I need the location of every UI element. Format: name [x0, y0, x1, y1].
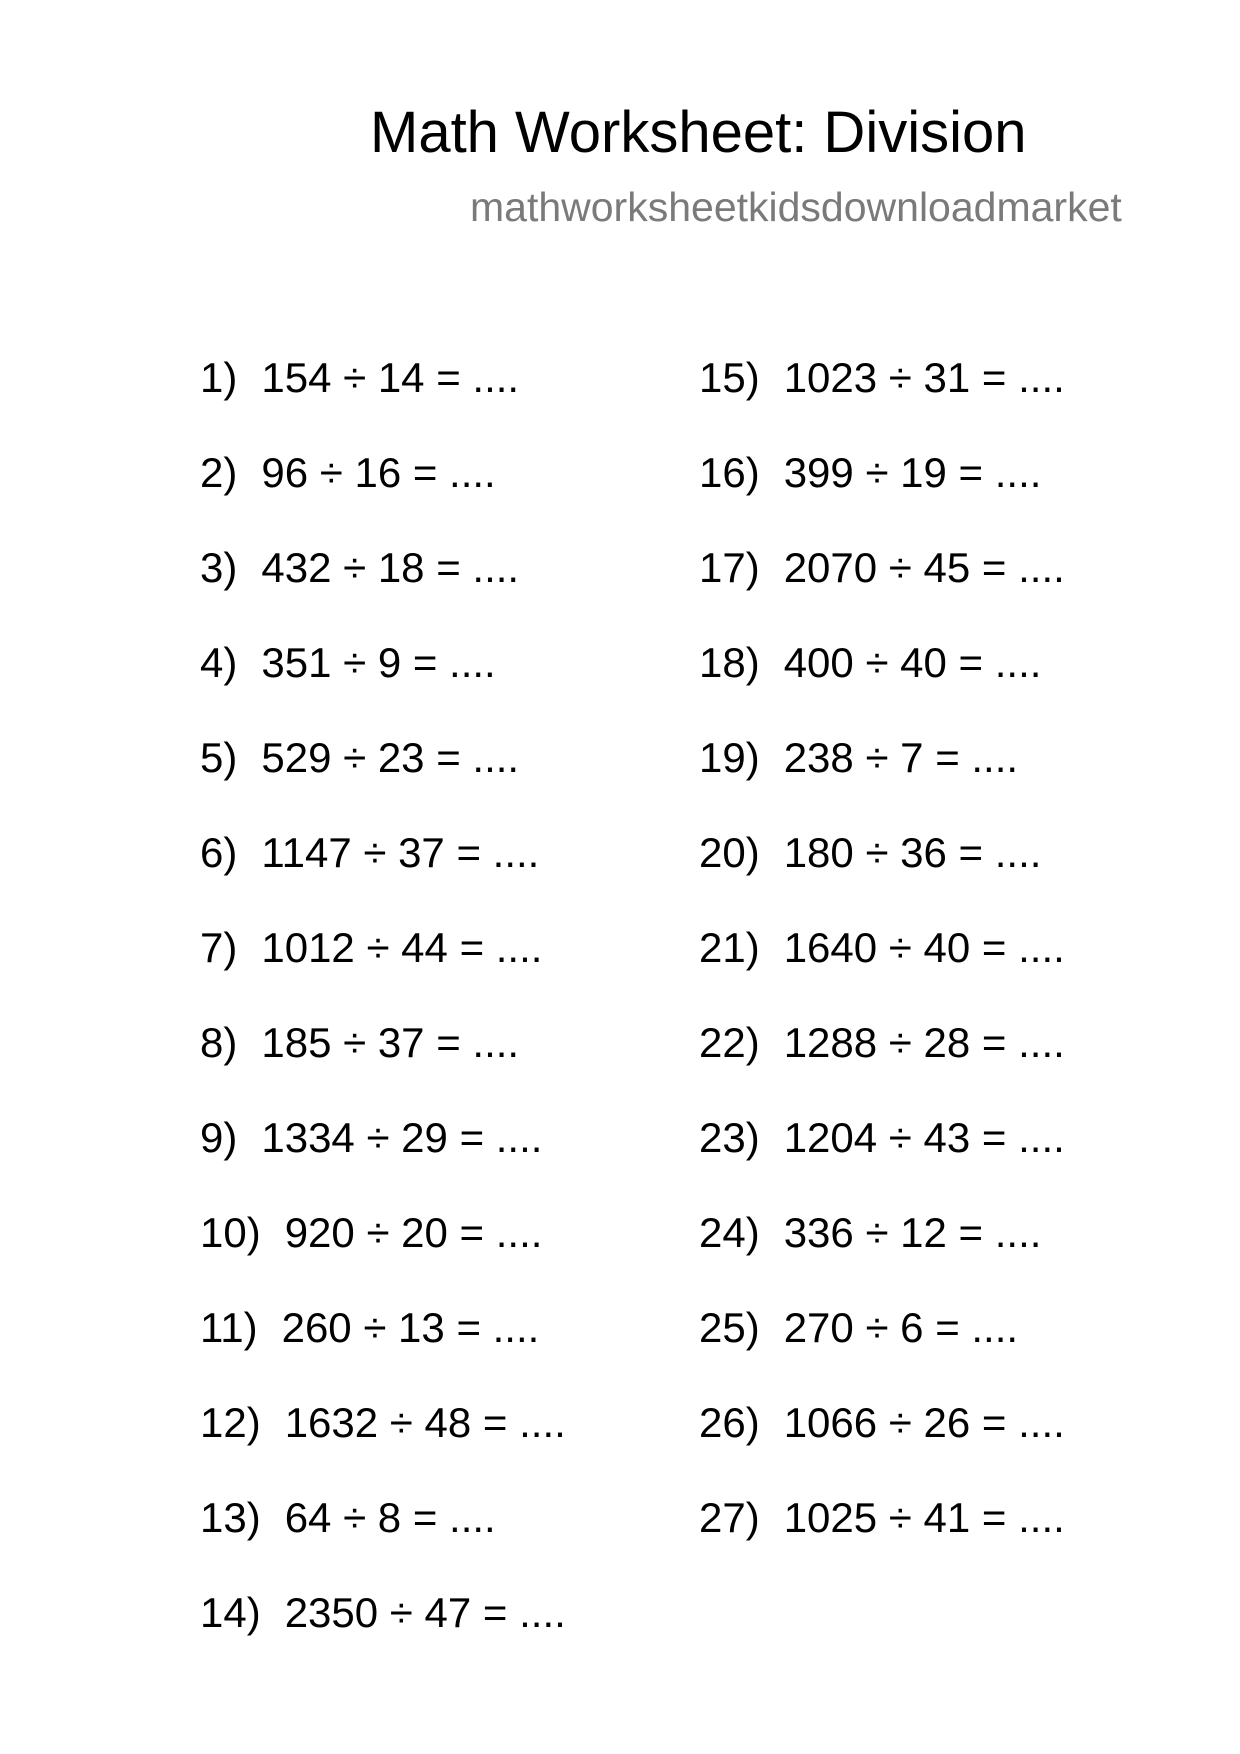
problem-list	[0, 348, 1240, 1648]
problem-number: 3)	[200, 544, 238, 591]
problem-item	[699, 1203, 1065, 1298]
problem-expression: 1632 ÷ 48 = ....	[284, 1399, 566, 1446]
problem-expression: 1147 ÷ 37 = ....	[261, 829, 540, 876]
problem-number: 10)	[200, 1209, 261, 1256]
problem-expression: 154 ÷ 14 = ....	[261, 354, 520, 401]
problem-number: 12)	[200, 1399, 261, 1446]
problem-expression: 351 ÷ 9 = ....	[261, 639, 496, 686]
problem-item	[200, 1488, 566, 1583]
problem-expression: 920 ÷ 20 = ....	[284, 1209, 543, 1256]
problem-expression: 432 ÷ 18 = ....	[261, 544, 520, 591]
problem-number: 23)	[699, 1114, 760, 1161]
problem-number: 27)	[699, 1494, 760, 1541]
problem-expression: 185 ÷ 37 = ....	[261, 1019, 520, 1066]
problem-number: 13)	[200, 1494, 261, 1541]
problem-expression: 1012 ÷ 44 = ....	[261, 924, 543, 971]
problem-expression: 1640 ÷ 40 = ....	[783, 924, 1065, 971]
problem-item	[699, 1393, 1065, 1488]
problem-item	[200, 1583, 566, 1678]
problem-item	[699, 1488, 1065, 1583]
problem-item	[200, 1108, 566, 1203]
problem-number: 18)	[699, 639, 760, 686]
problem-item	[200, 633, 566, 728]
problem-number: 24)	[699, 1209, 760, 1256]
problem-expression: 1023 ÷ 31 = ....	[783, 354, 1065, 401]
problem-item	[699, 443, 1065, 538]
problem-item	[699, 1298, 1065, 1393]
problem-column-left	[200, 348, 566, 1678]
problem-item	[699, 1013, 1065, 1108]
problem-item	[699, 918, 1065, 1013]
problem-item	[699, 823, 1065, 918]
problem-expression: 1025 ÷ 41 = ....	[783, 1494, 1065, 1541]
problem-number: 8)	[200, 1019, 238, 1066]
problem-number: 25)	[699, 1304, 760, 1351]
problem-expression: 2070 ÷ 45 = ....	[783, 544, 1065, 591]
problem-item	[200, 918, 566, 1013]
problem-expression: 1066 ÷ 26 = ....	[783, 1399, 1065, 1446]
problem-expression: 260 ÷ 13 = ....	[281, 1304, 540, 1351]
problem-item	[200, 538, 566, 633]
problem-number: 20)	[699, 829, 760, 876]
problem-item	[200, 1203, 566, 1298]
problem-number: 9)	[200, 1114, 238, 1161]
problem-number: 19)	[699, 734, 760, 781]
problem-expression: 2350 ÷ 47 = ....	[284, 1589, 566, 1636]
problem-item	[200, 728, 566, 823]
problem-number: 1)	[200, 354, 238, 401]
problem-item	[200, 823, 566, 918]
problem-expression: 270 ÷ 6 = ....	[783, 1304, 1019, 1351]
problem-number: 16)	[699, 449, 760, 496]
problem-number: 2)	[200, 449, 238, 496]
problem-expression: 96 ÷ 16 = ....	[261, 449, 496, 496]
problem-expression: 238 ÷ 7 = ....	[783, 734, 1019, 781]
problem-item	[200, 443, 566, 538]
problem-item	[200, 348, 566, 443]
problem-expression: 399 ÷ 19 = ....	[783, 449, 1042, 496]
page-title: Math Worksheet: Division	[370, 100, 1027, 165]
problem-expression: 1288 ÷ 28 = ....	[783, 1019, 1065, 1066]
problem-number: 21)	[699, 924, 760, 971]
problem-item	[200, 1298, 566, 1393]
problem-expression: 336 ÷ 12 = ....	[783, 1209, 1042, 1256]
problem-expression: 64 ÷ 8 = ....	[284, 1494, 496, 1541]
problem-number: 15)	[699, 354, 760, 401]
problem-number: 14)	[200, 1589, 261, 1636]
problem-expression: 529 ÷ 23 = ....	[261, 734, 520, 781]
problem-number: 6)	[200, 829, 238, 876]
problem-expression: 400 ÷ 40 = ....	[783, 639, 1042, 686]
problem-number: 17)	[699, 544, 760, 591]
problem-item	[200, 1013, 566, 1108]
problem-expression: 1334 ÷ 29 = ....	[261, 1114, 543, 1161]
problem-item	[200, 1393, 566, 1488]
problem-number: 22)	[699, 1019, 760, 1066]
problem-number: 26)	[699, 1399, 760, 1446]
problem-column-right	[699, 348, 1065, 1583]
problem-number: 4)	[200, 639, 238, 686]
problem-item	[699, 1108, 1065, 1203]
problem-expression: 1204 ÷ 43 = ....	[783, 1114, 1065, 1161]
problem-item	[699, 538, 1065, 633]
problem-item	[699, 633, 1065, 728]
page-subtitle: mathworksheetkidsdownloadmarket	[470, 184, 1122, 230]
problem-item	[699, 728, 1065, 823]
problem-number: 11)	[200, 1304, 258, 1351]
problem-item	[699, 348, 1065, 443]
problem-expression: 180 ÷ 36 = ....	[783, 829, 1042, 876]
problem-number: 7)	[200, 924, 238, 971]
problem-number: 5)	[200, 734, 238, 781]
